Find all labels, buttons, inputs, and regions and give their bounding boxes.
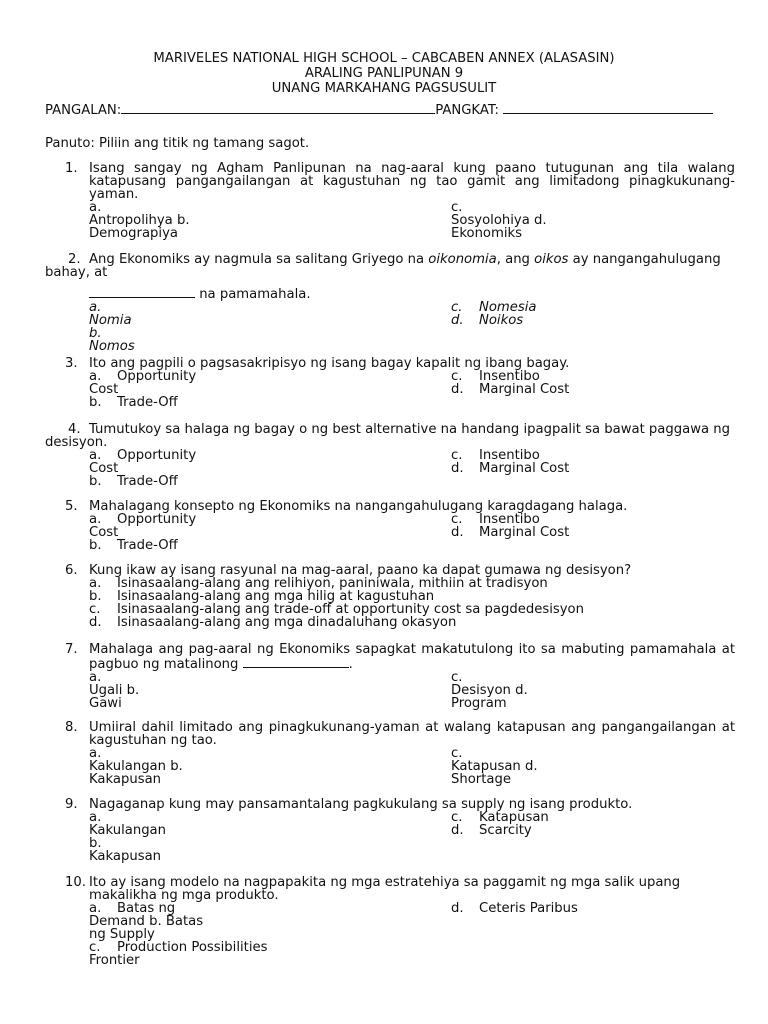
- answer-blank[interactable]: [89, 286, 195, 298]
- choices: [65, 301, 735, 353]
- question-number: 8.: [65, 720, 78, 735]
- choice-line[interactable]: Kakapusan: [89, 772, 162, 787]
- choice-line[interactable]: c.: [451, 200, 463, 215]
- choice-a[interactable]: a. Batas ng: [89, 901, 176, 916]
- question-4: [45, 422, 735, 489]
- question-stem: Ito ang pagpili o pagsasakripisyo ng isang bagay kapalit ng ibang bagay.: [89, 356, 570, 371]
- choice-line[interactable]: Katapusan d.: [451, 759, 538, 774]
- choice-a-cont: Cost: [89, 461, 119, 476]
- exam-title: UNANG MARKAHANG PAGSUSULIT: [271, 81, 497, 96]
- choice-line[interactable]: Nomos: [89, 339, 135, 354]
- choice-c[interactable]: c. Isinasaalang-alang ang trade-off at opportunity cost sa pagdedesisyon: [89, 602, 584, 617]
- choice-a-cont[interactable]: Demand b. Batas: [89, 914, 204, 929]
- choice-a[interactable]: a. Opportunity: [89, 448, 197, 463]
- question-3: [65, 357, 735, 409]
- question-stem: Tumutukoy sa halaga ng bagay o ng best alternative na handang ipagpalit sa bawat paggawa ng desisyon.: [45, 422, 730, 450]
- choice-a-cont: Cost: [89, 525, 119, 540]
- choice-line[interactable]: Antropolihya b.: [89, 213, 190, 228]
- choice-c-cont: Frontier: [89, 953, 140, 968]
- choice-line[interactable]: Shortage: [451, 772, 511, 787]
- choice-c[interactable]: c. Production Possibilities: [89, 940, 268, 955]
- question-5: [65, 500, 735, 552]
- choice-line[interactable]: a.: [89, 746, 102, 761]
- question-number: 1.: [65, 161, 78, 176]
- question-1: [65, 162, 735, 240]
- section-label: PANGKAT:: [435, 103, 499, 118]
- section-blank[interactable]: [503, 101, 713, 114]
- choice-d[interactable]: d. Scarcity: [451, 823, 532, 838]
- question-6: [65, 564, 735, 629]
- question-number: 10.: [65, 875, 86, 890]
- choice-line[interactable]: Sosyolohiya d.: [451, 213, 547, 228]
- choices: [65, 449, 735, 488]
- subject-title: ARALING PANLIPUNAN 9: [304, 66, 464, 81]
- choice-line[interactable]: Kakapusan: [89, 849, 162, 864]
- question-number: 9.: [65, 797, 78, 812]
- choice-line[interactable]: b.: [89, 326, 102, 341]
- choice-line[interactable]: Nomia: [89, 313, 132, 328]
- question-number: 2.: [68, 252, 81, 267]
- choice-a[interactable]: a. Opportunity: [89, 512, 197, 527]
- choice-line[interactable]: Ugali b.: [89, 683, 140, 698]
- question-2: 2. Ang Ekonomiks ay nagmula sa salitang Griyego na oikonomia, ang oikos ay nangangahulugang bahay, at na pamamahala. a. Nomia b. Nomos c. Nomesia d. Noikos: [65, 253, 735, 353]
- choice-b[interactable]: b. Trade-Off: [89, 474, 178, 489]
- choice-line[interactable]: a.: [89, 670, 102, 685]
- choice-b-cont: ng Supply: [89, 927, 155, 942]
- choice-c[interactable]: c. Insentibo: [451, 369, 540, 384]
- choice-d[interactable]: d. Marginal Cost: [451, 525, 570, 540]
- question-stem: Isang sangay ng Agham Panlipunan na nag-aaral kung paano tutugunan ang tila walang katapusang pangangailangan at kagustuhan ng tao gamit ang limitadong pinagkukunang-yaman.: [89, 161, 735, 202]
- question-stem: Kung ikaw ay isang rasyunal na mag-aaral, paano ka dapat gumawa ng desisyon?: [89, 563, 632, 578]
- choice-line[interactable]: Program: [451, 696, 507, 711]
- question-stem: Mahalagang konsepto ng Ekonomiks na nangangahulugang karagdagang halaga.: [89, 499, 628, 514]
- choice-a[interactable]: a. Isinasaalang-alang ang relihiyon, paniniwala, mithiin at tradisyon: [89, 576, 548, 591]
- name-label: PANGALAN:: [45, 103, 122, 118]
- name-blank[interactable]: [121, 101, 435, 114]
- question-10: [65, 876, 735, 967]
- choice-c[interactable]: c. Katapusan: [451, 810, 549, 825]
- choice-b[interactable]: b. Trade-Off: [89, 395, 178, 410]
- choice-line[interactable]: Kakulangan: [89, 823, 166, 838]
- choice-b[interactable]: b. Trade-Off: [89, 538, 178, 553]
- choice-a-cont: Cost: [89, 382, 119, 397]
- choice-line[interactable]: Desisyon d.: [451, 683, 528, 698]
- choice-d[interactable]: d. Isinasaalang-alang ang mga dinadaluhang okasyon: [89, 615, 457, 630]
- name-section-line: [45, 101, 745, 117]
- choice-line[interactable]: Ekonomiks: [451, 226, 523, 241]
- choice-line[interactable]: Demograpiya: [89, 226, 178, 241]
- choices: [65, 577, 735, 629]
- choices: [65, 902, 735, 967]
- choice-line[interactable]: a.: [89, 300, 102, 315]
- choice-line[interactable]: a.: [89, 810, 102, 825]
- choice-d[interactable]: d. Ceteris Paribus: [451, 901, 578, 916]
- question-number: 7.: [65, 642, 78, 657]
- question-number: 6.: [65, 563, 78, 578]
- choice-a[interactable]: a. Opportunity: [89, 369, 197, 384]
- choices: [65, 370, 735, 409]
- choices: [65, 201, 735, 240]
- choice-line[interactable]: Kakulangan b.: [89, 759, 183, 774]
- choice-c[interactable]: c. Insentibo: [451, 448, 540, 463]
- choices: [65, 513, 735, 552]
- choice-d[interactable]: d. Marginal Cost: [451, 382, 570, 397]
- choices: [65, 811, 735, 863]
- question-8: [65, 721, 735, 786]
- choices: [65, 747, 735, 786]
- question-number: 5.: [65, 499, 78, 514]
- choice-b[interactable]: b. Isinasaalang-alang ang mga hilig at kagustuhan: [89, 589, 435, 604]
- answer-blank[interactable]: [243, 656, 349, 668]
- choice-line[interactable]: a.: [89, 200, 102, 215]
- question-9: [65, 798, 735, 863]
- question-stem: Ito ay isang modelo na nagpapakita ng mga estratehiya sa paggamit ng mga salik upang makalikha ng mga produkto.: [89, 875, 681, 903]
- choice-line[interactable]: Gawi: [89, 696, 122, 711]
- school-name: MARIVELES NATIONAL HIGH SCHOOL – CABCABEN ANNEX (ALASASIN): [153, 51, 615, 66]
- choice-c[interactable]: c. Insentibo: [451, 512, 540, 527]
- instruction: Panuto: Piliin ang titik ng tamang sagot.: [45, 136, 310, 151]
- question-stem: Nagaganap kung may pansamantalang pagkukulang sa supply ng isang produkto.: [89, 797, 633, 812]
- choice-d[interactable]: d. Marginal Cost: [451, 461, 570, 476]
- question-number: 4.: [68, 422, 81, 437]
- choice-line[interactable]: c.: [451, 670, 463, 685]
- choice-d[interactable]: d. Noikos: [451, 313, 524, 328]
- question-stem: Mahalaga ang pag-aaral ng Ekonomiks sapagkat makatutulong ito sa mabuting pamamahala at pagbuo ng matalinong: [89, 642, 735, 672]
- choice-c[interactable]: c. Nomesia: [451, 300, 537, 315]
- question-7: 7. Mahalaga ang pag-aaral ng Ekonomiks sapagkat makatutulong ito sa mabuting pamamahala at pagbuo ng matalinong . a. Ugali b. Gawi c. Desisyon d. Program: [65, 642, 735, 711]
- choice-line[interactable]: b.: [89, 836, 102, 851]
- question-number: 3.: [65, 356, 78, 371]
- choice-line[interactable]: c.: [451, 746, 463, 761]
- choices: [65, 671, 735, 710]
- question-stem: Umiiral dahil limitado ang pinagkukunang-yaman at walang katapusan ang pangangailangan at kagustuhan ng tao.: [89, 720, 735, 748]
